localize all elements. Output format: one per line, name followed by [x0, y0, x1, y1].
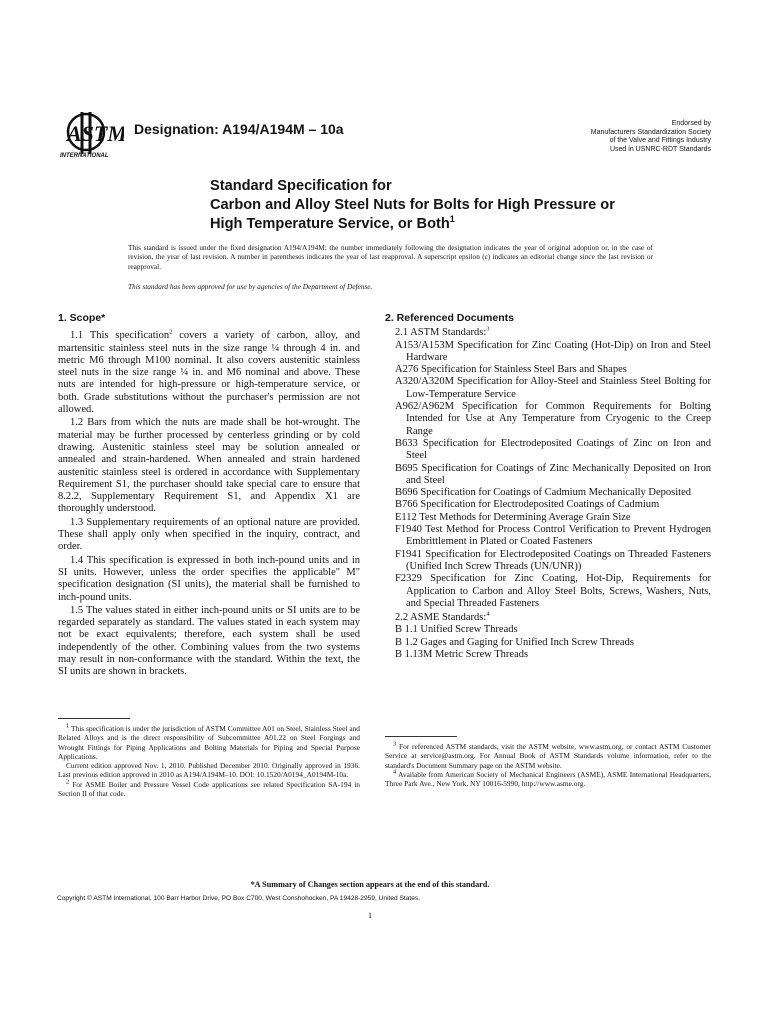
footnote-ref: 4 [486, 610, 490, 618]
reference-item: A962/A962M Specification for Common Requirements for Bolting Intended for Use at Any Temperature from Cryogenic to the Creep Range [395, 401, 711, 437]
reference-item: A320/A320M Specification for Alloy-Steel and Stainless Steel Bolting for Low-Temperature Service [395, 376, 711, 400]
footnote-rule [385, 736, 457, 737]
logo-caption: INTERNATIONAL [60, 153, 109, 159]
footnote-ref: 3 [486, 325, 490, 333]
reference-item: A153/A153M Specification for Zinc Coating (Hot-Dip) on Iron and Steel Hardware [395, 339, 711, 363]
footnote [385, 770, 711, 789]
reference-item: F1940 Test Method for Process Control Verification to Prevent Hydrogen Embrittlement in Plated or Coated Fasteners [395, 524, 711, 548]
reference-item: A276 Specification for Stainless Steel Bars and Shapes [395, 364, 627, 376]
svg-text:ASTM: ASTM [67, 121, 124, 146]
scope-paragraph: 1.4 This specification is expressed in both inch-pound units and in SI units. However, unless the order specifies the applicable" M" specification designation (SI units), the material shall be furnished to inch-pound units. [58, 554, 360, 603]
scope-paragraph: 1.5 The values stated in either inch-pound units or SI units are to be regarded separately as standard. The values stated in each system may not be exact equivalents; therefore, each system shall be used independently of the other. Combining values from the two systems may result in non-conformance with the standard. Within the text, the SI units are shown in brackets. [58, 604, 360, 678]
subsection-label [395, 327, 711, 339]
footnote-ref: 2 [169, 328, 173, 336]
endorsed-line: Manufacturers Standardization Society [590, 128, 711, 136]
footnote-number: 1 [66, 722, 70, 730]
reference-item: B 1.1 Unified Screw Threads [395, 624, 518, 636]
reference-item: B 1.13M Metric Screw Threads [395, 649, 529, 661]
reference-item: B695 Specification for Coatings of Zinc Mechanically Deposited on Iron and Steel [395, 462, 711, 486]
title-line-3 [210, 215, 650, 234]
endorsed-line: Used in USNRC-RDT Standards [609, 145, 711, 153]
designation: Designation: A194/A194M – 10a [134, 121, 344, 137]
para-text: 1.1 This specification [70, 330, 170, 342]
footnote-number: 3 [393, 740, 397, 748]
document-title [210, 177, 650, 234]
title-footnote-ref: 1 [449, 214, 455, 225]
footnote-rule [58, 718, 130, 719]
scope-paragraph: 1.2 Bars from which the nuts are made shall be hot-wrought. The material may be further processed by centerless grinding or by cold drawing. Austenitic stainless steel may be solution annealed or annealed and strain-hardened. When annealed and strain hardened austenitic stainless steel is ordered in accordance with Supplementary Requirement S1, the purchaser should take special care to ensure that 8.2.2, Supplementary Requirement S1, and Appendix X1 are thoroughly understood. [58, 417, 360, 515]
subsection-label [395, 612, 711, 624]
section-heading: 1. Scope* [58, 312, 106, 324]
reference-item: F1941 Specification for Electrodeposited Coatings on Threaded Fasteners (Unified Inch Screw Threads (UN/UNR)) [395, 548, 711, 572]
reference-item: B696 Specification for Coatings of Cadmium Mechanically Deposited [395, 487, 691, 499]
astm-standards-label: 2.1 ASTM Standards: [395, 327, 487, 339]
footnote [385, 742, 711, 770]
asme-standards-label: 2.2 ASME Standards: [395, 612, 487, 624]
footnotes-left [58, 718, 360, 798]
footnote-text: Available from American Society of Mechanical Engineers (ASME), ASME International Headquarters, Three Park Ave., New York, NY 10016-5990, http://www.asme.org. [385, 769, 711, 789]
reference-item: E112 Test Methods for Determining Average Grain Size [395, 511, 631, 523]
footnote [58, 780, 360, 799]
title-line-3-text: High Temperature Service, or Both [210, 216, 450, 232]
scope-paragraph: 1.3 Supplementary requirements of an optional nature are provided. These shall apply only when specified in the inquiry, contract, and order. [58, 516, 360, 553]
summary-note: *A Summary of Changes section appears at the end of this standard. [250, 880, 490, 889]
reference-item: B766 Specification for Electrodeposited Coatings of Cadmium [395, 499, 660, 511]
para-text: covers a variety of carbon, alloy, and martensitic stainless steel nuts in the size range ¼ through 4 in. and metric M6 through M100 nominal. It also covers austenitic stainless steel nuts in the size range ¼ in. and M6 nominal and above. These nuts are intended for high-pressure or high-temperature service, or both. Grade substitutions without the purchaser's permission are not allowed. [58, 330, 360, 416]
endorsed-line: of the Valve and Fittings Industry [609, 137, 711, 145]
scope-section [58, 312, 360, 680]
scope-paragraph [58, 330, 360, 416]
reference-item: F2329 Specification for Zinc Coating, Hot-Dip, Requirements for Application to Carbon and Alloy Steel Bolts, Screws, Washers, Nuts, and Special Threaded Fasteners [395, 573, 711, 609]
footnote-number: 2 [66, 778, 70, 786]
approval-note: This standard has been approved for use by agencies of the Department of Defense. [128, 282, 373, 291]
reference-item: B633 Specification for Electrodeposited Coatings of Zinc on Iron and Steel [395, 437, 711, 462]
referenced-documents-section [385, 312, 711, 661]
footnote-number: 4 [393, 768, 397, 776]
footnote-text: For referenced ASTM standards, visit the ASTM website, www.astm.org, or contact ASTM Customer Service at service@astm.org. For Annual Book of ASTM Standards volume information, refer to the standard's Document Summary page on the ASTM website. [385, 742, 711, 770]
issuance-note: This standard is issued under the fixed designation A194/A194M; the number immediately following the designation indicates the year of original adoption or, in the case of revision, the year of last revision. A number in parentheses indicates the year of last reapproval. A superscript epsilon (ε) indicates an editorial change since the last revision or reapproval. [128, 243, 653, 271]
footnote [58, 724, 360, 761]
footnote-text: This specification is under the jurisdiction of ASTM Committee A01 on Steel, Stainless Steel and Related Alloys and is the direct responsibility of Subcommittee A01.22 on Steel Forgings and Wrought Fittings for Piping Applications and Bolting Materials for Piping and Special Purpose Applications. [58, 724, 360, 761]
section-heading: 2. Referenced Documents [385, 312, 514, 324]
title-line-2: Carbon and Alloy Steel Nuts for Bolts for High Pressure or [210, 197, 615, 213]
page-number: 1 [367, 910, 373, 920]
astm-logo [60, 108, 124, 164]
endorsed-line: Endorsed by [671, 120, 711, 127]
endorsement-block [511, 120, 711, 154]
title-line-1: Standard Specification for [210, 178, 392, 194]
copyright-line: Copyright © ASTM International, 100 Barr Harbor Drive, PO Box C700, West Conshohocken, PA 19428-2959, United States. [57, 895, 421, 902]
footnote: Current edition approved Nov. 1, 2010. Published December 2010. Originally approved in 1936. Last previous edition approved in 2010 as A194/A194M–10. DOI: 10.1520/A0194_A0194M-10a. [58, 761, 360, 780]
footnote-text: For ASME Boiler and Pressure Vessel Code applications see related Specification SA-194 in Section II of that code. [58, 779, 360, 799]
reference-item: B 1.2 Gages and Gaging for Unified Inch Screw Threads [395, 636, 634, 648]
footnotes-right [385, 736, 711, 788]
